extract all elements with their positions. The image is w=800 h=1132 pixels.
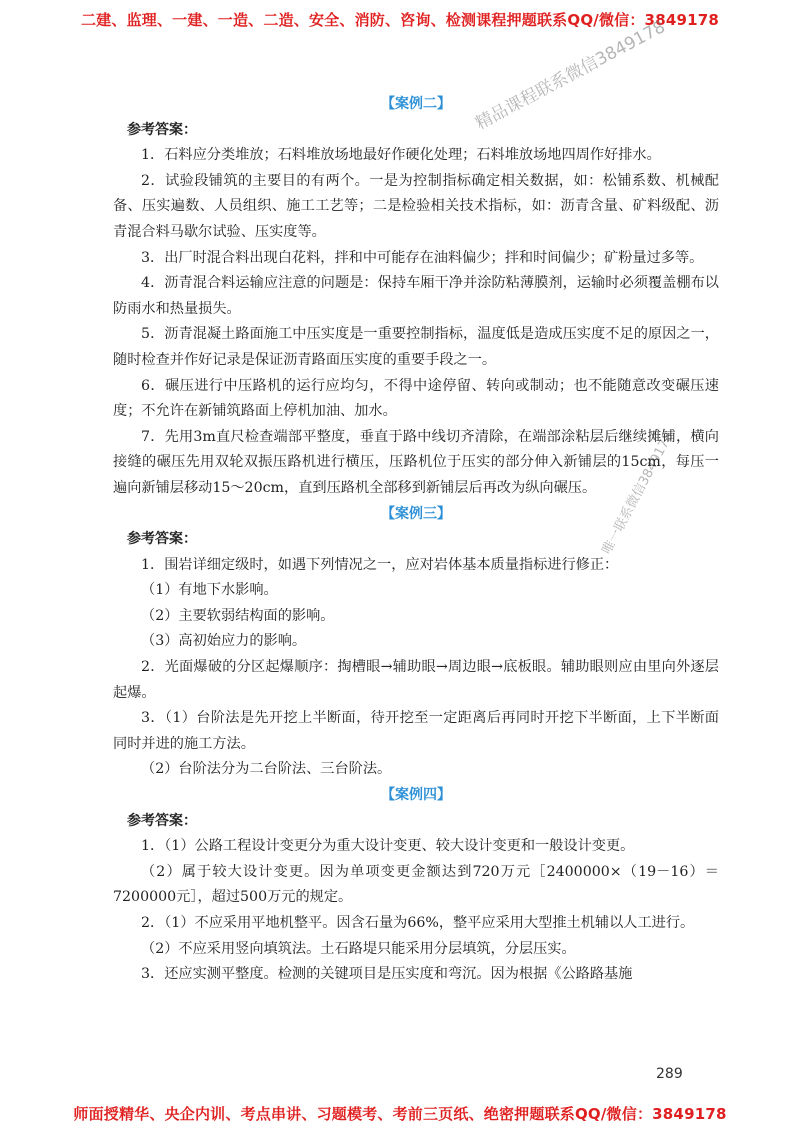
- case2-para-2: 2．试验段铺筑的主要目的有两个。一是为控制指标确定相关数据，如：松铺系数、机械配备、压实遍数、人员组织、施工工艺等；二是检验相关技术指标，如：沥青含量、矿料级配、沥青混合料马歇尔试验、压实度等。: [113, 172, 719, 240]
- case4-para-3: 2．（1）不应采用平地机整平。因含石量为66%，整平应采用大型推土机辅以人工进行。: [141, 915, 695, 931]
- case4-para-4: （2）不应采用竖向填筑法。土石路堤只能采用分层填筑，分层压实。: [141, 940, 576, 957]
- case3-q3a: 3．（1）台阶法是先开挖上半断面，待开挖至一定距离后再同时开挖下半断面，上下半断面同时并进的施工方法。: [113, 710, 719, 752]
- case3-q3b: （2）台阶法分为二台阶法、三台阶法。: [141, 761, 392, 778]
- case4-answer-label: 参考答案：: [127, 812, 197, 829]
- watermark-side: 唯一联系微信3849178: [599, 429, 677, 557]
- case3-q2: 2．光面爆破的分区起爆顺序：掏槽眼→辅助眼→周边眼→底板眼。辅助眼则应由里向外逐层起爆。: [113, 659, 719, 701]
- case2-para-7: 7．先用3m直尺检查端部平整度，垂直于路中线切齐清除，在端部涂粘层后继续摊铺，横向接缝的碾压先用双轮双振压路机进行横压，压路机位于压实的部分伸入新铺层的15cm，每压一遍向新铺层移动15～20cm，直到压路机全部移到新铺层后再改为纵向碾压。: [113, 428, 719, 496]
- case3-q1: 1．围岩详细定级时，如遇下列情况之一，应对岩体基本质量指标进行修正：: [141, 556, 619, 573]
- case4-title: 【案例四】: [381, 787, 451, 804]
- case3-q1-item-2: （2）主要软弱结构面的影响。: [141, 607, 335, 624]
- case2-answer-label: 参考答案：: [127, 121, 197, 138]
- case2-title: 【案例二】: [381, 96, 451, 112]
- case2-para-1: 1．石料应分类堆放；石料堆放场地最好作硬化处理；石料堆放场地四周作好排水。: [141, 147, 661, 164]
- case4-para-1: 1．（1）公路工程设计变更分为重大设计变更、较大设计变更和一般设计变更。: [141, 838, 635, 855]
- page-number: 289: [656, 1066, 683, 1082]
- case2-para-3: 3．出厂时混合料出现白花料，拌和中可能存在油料偏少；拌和时间偏少；矿粉量过多等。: [141, 249, 704, 266]
- case3-answer-label: 参考答案：: [127, 531, 197, 548]
- case3-title: 【案例三】: [381, 505, 451, 522]
- case4-para-2: （2）属于较大设计变更。因为单项变更金额达到720万元［2400000×（19－16）＝7200000元］，超过500万元的规定。: [113, 863, 719, 906]
- case2-para-5: 5．沥青混凝土路面施工中压实度是一重要控制指标，温度低是造成压实度不足的原因之一，随时检查并作好记录是保证沥青路面压实度的重要手段之一。: [113, 326, 719, 368]
- case4-para-5: 3．还应实测平整度。检测的关键项目是压实度和弯沉。因为根据《公路路基施: [141, 966, 633, 983]
- case3-q1-item-3: （3）高初始应力的影响。: [141, 633, 307, 650]
- watermark-diagonal: 精品课程联系微信3849178: [472, 17, 669, 135]
- top-banner: 二建、监理、一建、一造、二造、安全、消防、咨询、检测课程押题联系QQ/微信：3849178: [80, 11, 720, 29]
- bottom-banner: 师面授精华、央企内训、考点串讲、习题模考、考前三页纸、绝密押题联系QQ/微信：3849178: [73, 1105, 727, 1123]
- case2-para-4: 4．沥青混合料运输应注意的问题是：保持车厢干净并涂防粘薄膜剂，运输时必须覆盖棚布以防雨水和热量损失。: [113, 275, 719, 317]
- page-content: [113, 92, 719, 988]
- case2-para-6: 6．碾压进行中压路机的运行应均匀，不得中途停留、转向或制动；也不能随意改变碾压速度；不允许在新铺筑路面上停机加油、加水。: [113, 377, 719, 420]
- case3-q1-item-1: （1）有地下水影响。: [141, 582, 278, 599]
